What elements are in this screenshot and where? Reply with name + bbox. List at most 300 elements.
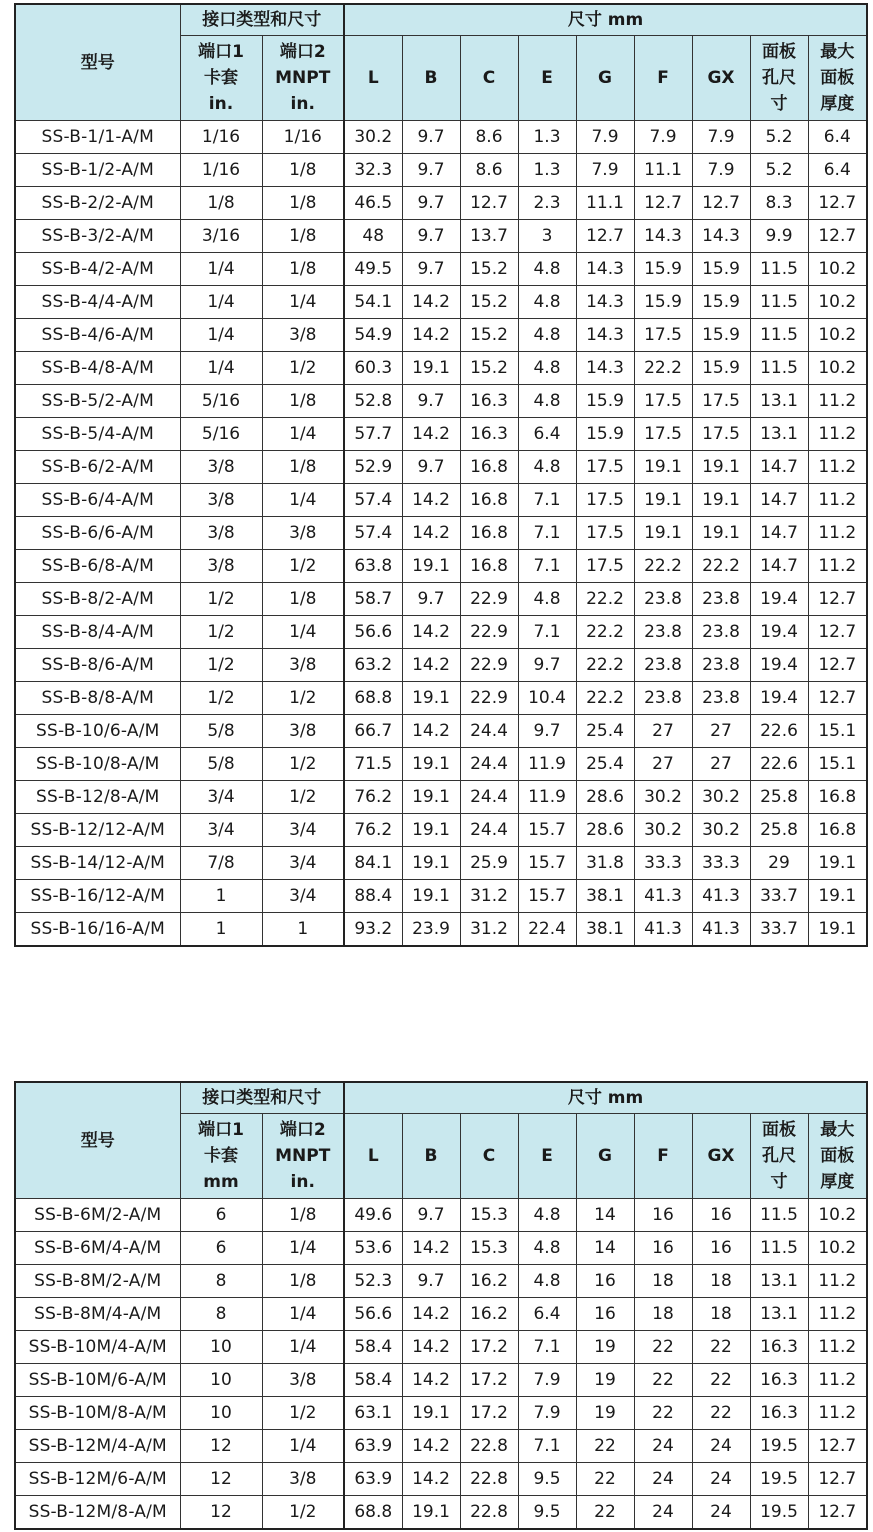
dim-b-cell: 9.7 — [402, 253, 460, 286]
dim-l-cell: 49.5 — [344, 253, 402, 286]
table-row — [15, 880, 867, 913]
dim-b-cell: 14.2 — [402, 418, 460, 451]
dim-b-cell: 9.7 — [402, 1265, 460, 1298]
dim-g-cell: 22 — [576, 1496, 634, 1530]
table-body — [15, 1199, 867, 1530]
table-row — [15, 1265, 867, 1298]
dim-f-cell: 41.3 — [634, 913, 692, 947]
dim-gx-cell: 30.2 — [692, 814, 750, 847]
port1-cell: 8 — [180, 1298, 262, 1331]
port1-cell: 3/4 — [180, 781, 262, 814]
table-row — [15, 748, 867, 781]
model-cell: SS-B-6M/4-A/M — [15, 1232, 180, 1265]
port1-label: 端口1 — [198, 42, 244, 62]
panel-hole-cell: 14.7 — [750, 484, 808, 517]
max-panel-cell: 12.7 — [808, 1463, 867, 1496]
dim-g-cell: 17.5 — [576, 451, 634, 484]
port1-cell: 1/4 — [180, 319, 262, 352]
dim-b-cell: 14.2 — [402, 1232, 460, 1265]
dim-g-cell: 14.3 — [576, 253, 634, 286]
dim-f-cell: 22 — [634, 1331, 692, 1364]
dim-c-cell: 24.4 — [460, 748, 518, 781]
max-panel-cell: 10.2 — [808, 1232, 867, 1265]
port1-cell: 5/8 — [180, 748, 262, 781]
dim-f-cell: 22.2 — [634, 550, 692, 583]
model-cell: SS-B-6/8-A/M — [15, 550, 180, 583]
port1-type: 卡套 — [204, 1146, 238, 1166]
max-panel-cell: 10.2 — [808, 286, 867, 319]
dim-gx-cell: 19.1 — [692, 451, 750, 484]
model-cell: SS-B-16/16-A/M — [15, 913, 180, 947]
dim-f-cell: 30.2 — [634, 814, 692, 847]
max-panel-cell: 16.8 — [808, 781, 867, 814]
dim-gx-cell: 23.8 — [692, 649, 750, 682]
max-panel-cell: 11.2 — [808, 484, 867, 517]
table-row — [15, 682, 867, 715]
dim-g-cell: 25.4 — [576, 748, 634, 781]
panel-hole-cell: 19.5 — [750, 1496, 808, 1530]
table-row — [15, 484, 867, 517]
port1-cell: 1 — [180, 913, 262, 947]
model-cell: SS-B-2/2-A/M — [15, 187, 180, 220]
dim-l-cell: 63.8 — [344, 550, 402, 583]
dim-f-cell: 19.1 — [634, 517, 692, 550]
dim-e-cell: 7.1 — [518, 484, 576, 517]
port2-label: 端口2 — [279, 42, 326, 62]
panel-hole-header — [750, 36, 808, 121]
max-panel-cell: 11.2 — [808, 451, 867, 484]
dim-f-cell: 24 — [634, 1430, 692, 1463]
dim-c-header: C — [460, 1114, 518, 1199]
panel-hole-header — [750, 1114, 808, 1199]
dim-gx-cell: 27 — [692, 715, 750, 748]
port2-cell: 3/8 — [262, 319, 344, 352]
dim-c-cell: 16.2 — [460, 1265, 518, 1298]
dim-f-cell: 16 — [634, 1232, 692, 1265]
dim-l-cell: 49.6 — [344, 1199, 402, 1232]
max-panel-cell: 11.2 — [808, 550, 867, 583]
dim-g-cell: 11.1 — [576, 187, 634, 220]
port1-cell: 1/16 — [180, 154, 262, 187]
dim-c-cell: 17.2 — [460, 1364, 518, 1397]
dim-f-cell: 17.5 — [634, 385, 692, 418]
dim-c-cell: 22.9 — [460, 583, 518, 616]
dim-f-cell: 23.8 — [634, 649, 692, 682]
dim-l-cell: 30.2 — [344, 121, 402, 154]
dim-e-cell: 2.3 — [518, 187, 576, 220]
dim-e-cell: 4.8 — [518, 451, 576, 484]
dim-f-header: F — [634, 36, 692, 121]
dim-gx-cell: 22.2 — [692, 550, 750, 583]
port2-cell: 1/2 — [262, 1496, 344, 1530]
dim-e-cell: 7.9 — [518, 1364, 576, 1397]
dim-l-cell: 68.8 — [344, 682, 402, 715]
port2-cell: 3/8 — [262, 715, 344, 748]
dim-f-cell: 33.3 — [634, 847, 692, 880]
port1-cell: 1/4 — [180, 352, 262, 385]
port2-cell: 1/2 — [262, 781, 344, 814]
dim-c-cell: 31.2 — [460, 880, 518, 913]
panel-hole-cell: 9.9 — [750, 220, 808, 253]
max-panel-cell: 12.7 — [808, 220, 867, 253]
port1-cell: 1/16 — [180, 121, 262, 154]
dim-f-cell: 23.8 — [634, 583, 692, 616]
port2-header — [262, 1114, 344, 1199]
dim-e-cell: 4.8 — [518, 286, 576, 319]
dim-c-cell: 16.8 — [460, 517, 518, 550]
dim-gx-cell: 23.8 — [692, 682, 750, 715]
dim-g-cell: 31.8 — [576, 847, 634, 880]
dim-c-cell: 13.7 — [460, 220, 518, 253]
port2-cell: 1/8 — [262, 154, 344, 187]
model-cell: SS-B-5/2-A/M — [15, 385, 180, 418]
max-panel-header — [808, 1114, 867, 1199]
dim-gx-cell: 23.8 — [692, 616, 750, 649]
max-panel-cell: 15.1 — [808, 715, 867, 748]
port2-cell: 1/8 — [262, 187, 344, 220]
dim-g-cell: 22.2 — [576, 682, 634, 715]
connection-group-header: 接口类型和尺寸 — [180, 1082, 344, 1114]
port2-cell: 3/8 — [262, 1364, 344, 1397]
dim-l-cell: 54.9 — [344, 319, 402, 352]
dim-b-cell: 9.7 — [402, 187, 460, 220]
dim-c-cell: 31.2 — [460, 913, 518, 947]
table-row — [15, 220, 867, 253]
port1-cell: 10 — [180, 1397, 262, 1430]
dim-b-header: B — [402, 36, 460, 121]
panel-hole-line: 面板 — [762, 42, 796, 62]
dim-f-cell: 23.8 — [634, 682, 692, 715]
port2-cell: 3/8 — [262, 1463, 344, 1496]
panel-hole-cell: 13.1 — [750, 1298, 808, 1331]
max-panel-cell: 19.1 — [808, 913, 867, 947]
max-panel-cell: 6.4 — [808, 121, 867, 154]
port2-cell: 1/4 — [262, 1298, 344, 1331]
dim-f-cell: 12.7 — [634, 187, 692, 220]
dim-g-cell: 15.9 — [576, 418, 634, 451]
dim-g-cell: 14.3 — [576, 319, 634, 352]
dim-gx-header: GX — [692, 1114, 750, 1199]
dim-b-cell: 9.7 — [402, 385, 460, 418]
max-panel-line: 面板 — [820, 1146, 855, 1166]
dim-b-cell: 14.2 — [402, 1331, 460, 1364]
model-cell: SS-B-12/12-A/M — [15, 814, 180, 847]
dim-c-cell: 15.2 — [460, 352, 518, 385]
panel-hole-cell: 25.8 — [750, 814, 808, 847]
dim-c-cell: 8.6 — [460, 154, 518, 187]
dim-g-cell: 16 — [576, 1265, 634, 1298]
model-cell: SS-B-3/2-A/M — [15, 220, 180, 253]
model-cell: SS-B-8/8-A/M — [15, 682, 180, 715]
port1-cell: 1/2 — [180, 583, 262, 616]
port2-unit: in. — [290, 1172, 315, 1192]
dim-l-cell: 71.5 — [344, 748, 402, 781]
dim-c-cell: 25.9 — [460, 847, 518, 880]
dim-l-cell: 76.2 — [344, 781, 402, 814]
panel-hole-cell: 19.4 — [750, 682, 808, 715]
panel-hole-cell: 19.4 — [750, 583, 808, 616]
dim-l-cell: 76.2 — [344, 814, 402, 847]
model-cell: SS-B-8/6-A/M — [15, 649, 180, 682]
dim-g-cell: 17.5 — [576, 550, 634, 583]
max-panel-cell: 6.4 — [808, 154, 867, 187]
dim-e-cell: 22.4 — [518, 913, 576, 947]
port1-cell: 3/8 — [180, 517, 262, 550]
dim-f-cell: 17.5 — [634, 418, 692, 451]
dim-g-cell: 22 — [576, 1430, 634, 1463]
dim-g-cell: 17.5 — [576, 484, 634, 517]
table-row — [15, 1298, 867, 1331]
port2-cell: 3/4 — [262, 880, 344, 913]
panel-hole-cell: 33.7 — [750, 880, 808, 913]
dim-b-cell: 19.1 — [402, 814, 460, 847]
dim-l-cell: 56.6 — [344, 616, 402, 649]
dim-b-cell: 23.9 — [402, 913, 460, 947]
dim-e-cell: 4.8 — [518, 1265, 576, 1298]
model-cell: SS-B-4/8-A/M — [15, 352, 180, 385]
dim-g-cell: 19 — [576, 1364, 634, 1397]
dim-f-cell: 23.8 — [634, 616, 692, 649]
table-row — [15, 1496, 867, 1530]
dim-b-cell: 9.7 — [402, 154, 460, 187]
dim-g-cell: 17.5 — [576, 517, 634, 550]
connection-group-header: 接口类型和尺寸 — [180, 4, 344, 36]
dim-g-cell: 16 — [576, 1298, 634, 1331]
max-panel-header — [808, 36, 867, 121]
dim-c-cell: 15.3 — [460, 1232, 518, 1265]
panel-hole-cell: 22.6 — [750, 748, 808, 781]
port1-cell: 10 — [180, 1364, 262, 1397]
max-panel-cell: 11.2 — [808, 1397, 867, 1430]
dim-f-cell: 7.9 — [634, 121, 692, 154]
port2-cell: 1/4 — [262, 1430, 344, 1463]
panel-hole-cell: 14.7 — [750, 550, 808, 583]
table-row — [15, 583, 867, 616]
max-panel-line: 面板 — [820, 68, 855, 88]
dim-l-cell: 57.4 — [344, 484, 402, 517]
port1-cell: 3/8 — [180, 484, 262, 517]
table-row — [15, 385, 867, 418]
dim-gx-cell: 16 — [692, 1232, 750, 1265]
dim-f-cell: 22 — [634, 1364, 692, 1397]
model-cell: SS-B-10/6-A/M — [15, 715, 180, 748]
dim-e-header: E — [518, 36, 576, 121]
panel-hole-cell: 14.7 — [750, 451, 808, 484]
dim-e-cell: 4.8 — [518, 583, 576, 616]
dim-f-cell: 27 — [634, 715, 692, 748]
port2-header — [262, 36, 344, 121]
dim-gx-cell: 15.9 — [692, 286, 750, 319]
port1-type: 卡套 — [204, 68, 238, 88]
dim-gx-cell: 27 — [692, 748, 750, 781]
port1-cell: 3/8 — [180, 550, 262, 583]
dim-c-cell: 24.4 — [460, 814, 518, 847]
dim-g-cell: 28.6 — [576, 814, 634, 847]
panel-hole-cell: 11.5 — [750, 1199, 808, 1232]
port2-cell: 1/8 — [262, 253, 344, 286]
dim-c-cell: 16.3 — [460, 418, 518, 451]
dim-f-cell: 16 — [634, 1199, 692, 1232]
dim-l-cell: 60.3 — [344, 352, 402, 385]
table-row — [15, 253, 867, 286]
panel-hole-line: 寸 — [770, 1172, 788, 1192]
dim-gx-cell: 17.5 — [692, 385, 750, 418]
panel-hole-cell: 16.3 — [750, 1364, 808, 1397]
dim-f-cell: 27 — [634, 748, 692, 781]
dim-b-cell: 9.7 — [402, 220, 460, 253]
max-panel-cell: 11.2 — [808, 1265, 867, 1298]
dim-g-header: G — [576, 1114, 634, 1199]
panel-hole-cell: 13.1 — [750, 1265, 808, 1298]
dim-e-cell: 9.7 — [518, 715, 576, 748]
dim-f-cell: 19.1 — [634, 451, 692, 484]
max-panel-cell: 19.1 — [808, 880, 867, 913]
port2-cell: 1/2 — [262, 1397, 344, 1430]
dim-c-cell: 15.2 — [460, 286, 518, 319]
dim-b-cell: 9.7 — [402, 451, 460, 484]
dim-e-cell: 3 — [518, 220, 576, 253]
port2-cell: 1/8 — [262, 583, 344, 616]
dim-gx-cell: 22 — [692, 1397, 750, 1430]
dim-g-cell: 12.7 — [576, 220, 634, 253]
port1-unit: mm — [203, 1172, 239, 1192]
dim-gx-cell: 7.9 — [692, 154, 750, 187]
dim-f-cell: 15.9 — [634, 286, 692, 319]
dim-g-cell: 15.9 — [576, 385, 634, 418]
panel-hole-cell: 13.1 — [750, 418, 808, 451]
port1-cell: 6 — [180, 1199, 262, 1232]
table-row — [15, 517, 867, 550]
max-panel-cell: 11.2 — [808, 517, 867, 550]
dim-e-cell: 1.3 — [518, 154, 576, 187]
dim-f-cell: 14.3 — [634, 220, 692, 253]
panel-hole-line: 寸 — [770, 94, 788, 114]
max-panel-cell: 12.7 — [808, 583, 867, 616]
max-panel-line: 最大 — [820, 42, 855, 62]
dim-f-cell: 30.2 — [634, 781, 692, 814]
dim-e-cell: 7.1 — [518, 517, 576, 550]
port2-cell: 1/2 — [262, 682, 344, 715]
dim-l-cell: 58.4 — [344, 1331, 402, 1364]
dim-g-cell: 19 — [576, 1331, 634, 1364]
port2-cell: 1/4 — [262, 286, 344, 319]
dim-e-cell: 7.1 — [518, 1430, 576, 1463]
dim-b-cell: 14.2 — [402, 517, 460, 550]
dim-f-cell: 18 — [634, 1298, 692, 1331]
table-row — [15, 319, 867, 352]
model-cell: SS-B-12M/8-A/M — [15, 1496, 180, 1530]
dim-e-header: E — [518, 1114, 576, 1199]
model-cell: SS-B-6/6-A/M — [15, 517, 180, 550]
dim-l-header: L — [344, 36, 402, 121]
model-cell: SS-B-6M/2-A/M — [15, 1199, 180, 1232]
dim-c-cell: 22.9 — [460, 616, 518, 649]
port2-unit: in. — [290, 94, 315, 114]
model-cell: SS-B-4/2-A/M — [15, 253, 180, 286]
max-panel-line: 厚度 — [820, 94, 855, 114]
dim-f-cell: 17.5 — [634, 319, 692, 352]
model-cell: SS-B-10M/8-A/M — [15, 1397, 180, 1430]
dim-e-cell: 4.8 — [518, 1232, 576, 1265]
port2-cell: 1/4 — [262, 616, 344, 649]
dim-b-cell: 19.1 — [402, 682, 460, 715]
panel-hole-cell: 8.3 — [750, 187, 808, 220]
port1-cell: 1/2 — [180, 616, 262, 649]
dim-l-cell: 84.1 — [344, 847, 402, 880]
panel-hole-cell: 5.2 — [750, 121, 808, 154]
dim-g-cell: 38.1 — [576, 913, 634, 947]
model-cell: SS-B-1/2-A/M — [15, 154, 180, 187]
model-cell: SS-B-6/4-A/M — [15, 484, 180, 517]
dim-b-cell: 19.1 — [402, 1397, 460, 1430]
dim-c-cell: 22.8 — [460, 1430, 518, 1463]
model-cell: SS-B-8/2-A/M — [15, 583, 180, 616]
dim-f-cell: 22.2 — [634, 352, 692, 385]
port2-cell: 1/2 — [262, 550, 344, 583]
dim-c-cell: 16.8 — [460, 451, 518, 484]
dim-g-cell: 14.3 — [576, 286, 634, 319]
dim-g-cell: 25.4 — [576, 715, 634, 748]
dim-b-cell: 14.2 — [402, 286, 460, 319]
dim-e-cell: 10.4 — [518, 682, 576, 715]
model-cell: SS-B-10/8-A/M — [15, 748, 180, 781]
port2-cell: 1/8 — [262, 1265, 344, 1298]
dim-l-cell: 57.4 — [344, 517, 402, 550]
dim-b-cell: 14.2 — [402, 1463, 460, 1496]
dim-l-cell: 66.7 — [344, 715, 402, 748]
port1-cell: 1 — [180, 880, 262, 913]
dim-c-cell: 15.3 — [460, 1199, 518, 1232]
spec-table-metric — [14, 1081, 868, 1530]
max-panel-cell: 11.2 — [808, 1364, 867, 1397]
table-row — [15, 1232, 867, 1265]
table-row — [15, 1331, 867, 1364]
table-row — [15, 649, 867, 682]
port2-cell: 1/8 — [262, 1199, 344, 1232]
dim-c-cell: 22.8 — [460, 1463, 518, 1496]
dim-l-cell: 32.3 — [344, 154, 402, 187]
dim-gx-cell: 18 — [692, 1265, 750, 1298]
port2-cell: 1/4 — [262, 1232, 344, 1265]
port1-cell: 8 — [180, 1265, 262, 1298]
table-row — [15, 715, 867, 748]
dim-gx-cell: 30.2 — [692, 781, 750, 814]
max-panel-cell: 10.2 — [808, 319, 867, 352]
max-panel-cell: 12.7 — [808, 682, 867, 715]
panel-hole-line: 孔尺 — [762, 68, 796, 88]
dim-g-cell: 38.1 — [576, 880, 634, 913]
panel-hole-cell: 11.5 — [750, 286, 808, 319]
max-panel-cell: 19.1 — [808, 847, 867, 880]
panel-hole-cell: 5.2 — [750, 154, 808, 187]
dim-gx-cell: 12.7 — [692, 187, 750, 220]
dim-l-cell: 68.8 — [344, 1496, 402, 1530]
panel-hole-cell: 33.7 — [750, 913, 808, 947]
dim-c-cell: 24.4 — [460, 715, 518, 748]
dim-e-cell: 4.8 — [518, 319, 576, 352]
dim-b-cell: 19.1 — [402, 1496, 460, 1530]
port1-cell: 12 — [180, 1496, 262, 1530]
dim-f-cell: 24 — [634, 1463, 692, 1496]
model-cell: SS-B-1/1-A/M — [15, 121, 180, 154]
port1-cell: 5/16 — [180, 418, 262, 451]
dim-e-cell: 7.1 — [518, 550, 576, 583]
dim-l-cell: 58.7 — [344, 583, 402, 616]
model-cell: SS-B-8/4-A/M — [15, 616, 180, 649]
max-panel-cell: 16.8 — [808, 814, 867, 847]
max-panel-cell: 11.2 — [808, 418, 867, 451]
port2-cell: 1/8 — [262, 220, 344, 253]
